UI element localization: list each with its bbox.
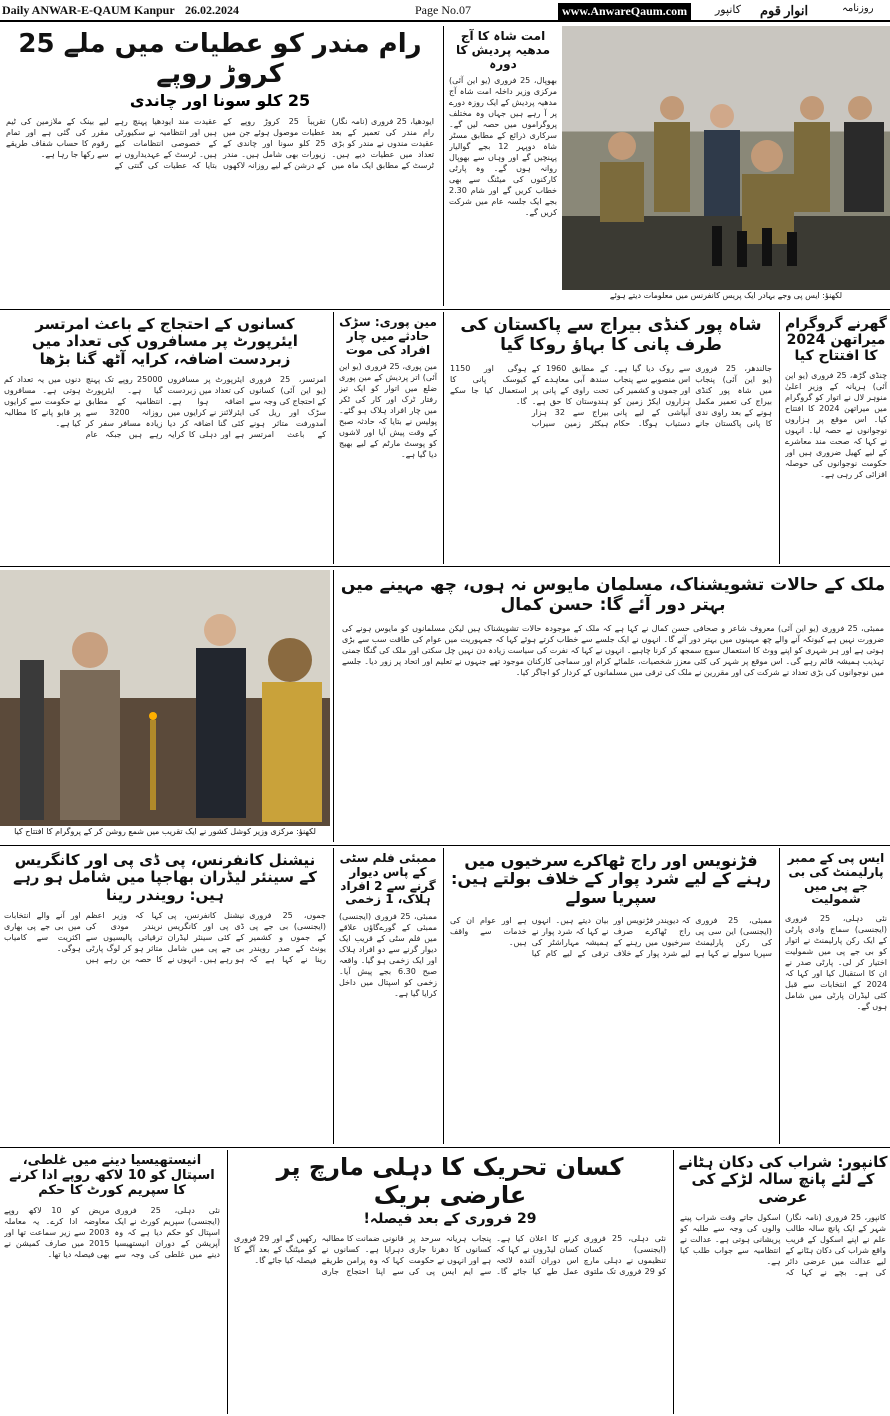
story-body: جالندھر، 25 فروری (یو این آئی) پنجاب میں شاہ پور کنڈی بیراج کی تعمیر مکمل ہونے کے بعد راوی ندی کا پانی پاکستان جانے سے روک دیا گیا ہے۔ اس منصوبے سے پنجاب اور جموں و کشمیر کی ہزاروں ایکڑ زمین کو آبپاشی کے لیے پانی دستیاب ہوگا۔ حکام کے مطابق 1960 کے سندھ آبی معاہدے کے تحت راوی کے پانی پر ہندوستان کا حق ہے۔ بیراج سے 32 ہزار ہیکٹر زمین سیراب ہوگی اور 1150 کیوسک پانی کا استعمال کیا جا سکے گا۔ — [450, 364, 772, 429]
row-rule — [0, 566, 890, 567]
headline: شاہ پور کنڈی بیراج سے پاکستان کی طرف پانی کا بہاؤ روکا گیا — [460, 315, 762, 355]
column-rule — [227, 1150, 228, 1414]
masthead-city: کانپور — [715, 4, 741, 16]
story-body: مین پوری، 25 فروری (یو این آئی) اتر پردیش کے مین پوری ضلع میں اتوار کو ایک تیز رفتار ٹرک اور کار کی ٹکر میں چار افراد ہلاک ہو گئے۔ پولیس نے بتایا کہ حادثہ صبح کے وقت پیش آیا اور لاشوں کو پوسٹ مارٹم کے لیے بھیج دیا گیا ہے۔ — [339, 362, 437, 460]
row-rule — [0, 1147, 890, 1148]
top-photo-block — [562, 26, 890, 306]
issue-date: 26.02.2024 — [185, 3, 239, 17]
column-rule — [333, 570, 334, 842]
headline: امت شاہ کا آج مدھیہ پردیش کا دورہ — [455, 29, 551, 71]
story-body: ایودھیا، 25 فروری (نامہ نگار) رام مندر کی تعمیر کے بعد عقیدت مندوں نے مندر کو بڑی تعداد میں عطیات دیے ہیں۔ ٹرسٹ کے مطابق ایک ماہ میں تقریباً 25 کروڑ روپے کے عطیات موصول ہوئے جن میں 25 کلو سونا اور چاندی کے زیورات بھی شامل ہیں۔ مندر کے درشن کے لیے روزانہ لاکھوں عقیدت مند ایودھیا پہنچ رہے ہیں اور انتظامیہ نے سکیورٹی کے خصوصی انتظامات کیے ہیں۔ ٹرسٹ کے عہدیداروں نے بتایا کہ عطیات کی گنتی کے لیے بینک کے ملازمین کی ٹیم مقرر کی گئی ہے اور تمام رقوم کا حساب شفاف طریقے سے رکھا جا رہا ہے۔ — [6, 117, 434, 171]
headline: کسان تحریک کا دہلی مارچ پر عارضی بریک — [276, 1153, 624, 1209]
story-film-city-wall — [336, 848, 440, 1144]
story-gurugram-marathon — [782, 312, 890, 564]
story-hassan-kamal — [336, 570, 890, 842]
headline: ممبئی فلم سٹی کے پاس دیوار گرنے سے 2 افراد ہلاک، 1 زخمی — [339, 851, 437, 907]
photo-caption: لکھنؤ: مرکزی وزیر کوشل کشور نے ایک تقریب میں شمع روشن کر کے پروگرام کا افتتاح کیا — [0, 827, 330, 841]
masthead-daily: روزنامہ — [842, 3, 874, 14]
press-conference-photo — [562, 26, 890, 290]
middle-photo-block — [0, 570, 330, 842]
story-body: امرتسر، 25 فروری (یو این آئی) کسانوں کے احتجاج کی وجہ سے سڑک اور ریل کی آمدورفت متاثر ہونے کے باعث امرتسر ایئرپورٹ پر مسافروں کی تعداد میں زبردست اضافہ ہوا ہے۔ ایئرلائنز نے کرایوں میں کئی گنا اضافہ کر دیا ہے اور دہلی کا کرایہ 25000 روپے تک پہنچ گیا ہے۔ ایئرپورٹ انتظامیہ کے مطابق روزانہ 3200 سے زیادہ مسافر سفر کر رہے ہیں جبکہ عام دنوں میں یہ تعداد کم ہوتی ہے۔ مسافروں نے حکومت سے کرایوں پر قابو پانے کا مطالبہ کیا ہے۔ — [4, 374, 326, 439]
headline: فڑنویس اور راج ٹھاکرے سرخیوں میں رہنے کے لیے شرد پوار کے خلاف بولتے ہیں: سپریا سولے — [451, 851, 771, 907]
story-amritsar-airport — [0, 312, 330, 564]
story-amit-shah — [446, 26, 560, 306]
story-body: کانپور، 25 فروری (نامہ نگار) شہر کے ایک پانچ سالہ طالب علم نے اپنے اسکول کے قریب واقع شراب کی دکان ہٹانے کے لیے عدالت میں عرضی دائر کی ہے۔ بچے نے کہا کہ اسکول جاتے وقت شراب پینے والوں کی وجہ سے طلبہ کو پریشانی ہوتی ہے۔ عدالت نے انتظامیہ سے جواب طلب کیا ہے۔ — [680, 1212, 886, 1277]
story-body: نئی دہلی، 25 فروری (ایجنسی) کسان تنظیموں نے دہلی مارچ کو 29 فروری تک ملتوی کرنے کا اعلان کیا ہے۔ کسان لیڈروں نے کہا کہ اس دوران آئندہ لائحہ عمل طے کیا جائے گا۔ پنجاب ہریانہ سرحد پر کسانوں کا دھرنا جاری ہے اور انہوں نے حکومت سے ایم ایس پی کی قانونی ضمانت کا مطالبہ دہرایا ہے۔ کسانوں نے کہا کہ وہ پرامن طریقے سے اپنا احتجاج جاری رکھیں گے اور 29 فروری کو میٹنگ کے بعد آگے کا فیصلہ کیا جائے گا۔ — [234, 1234, 666, 1277]
column-rule — [779, 312, 780, 564]
story-body: ممبئی، 25 فروری (یو این آئی) معروف شاعر و صحافی حسن کمال نے کہا ہے کہ ملک کے موجودہ حالات تشویشناک ہیں لیکن مسلمانوں کو مایوس ہونے کی ضرورت نہیں ہے کیونکہ آنے والے چھ مہینوں میں بہتر دور آئے گا۔ انہوں نے ایک جلسے سے خطاب کرتے ہوئے کہا کہ جمہوریت میں عوام کی طاقت سب سے بڑی ہوتی ہے اور ہر شہری کو اپنے ووٹ کا استعمال سوچ سمجھ کر کرنا چاہیے۔ انہوں نے کہا کہ نفرت کی سیاست زیادہ دن نہیں چل سکتی اور ملک کی گنگا جمنی تہذیب ہمیشہ قائم رہے گی۔ اس موقع پر شہر کی کئی معزز شخصیات، علمائے کرام اور سماجی کارکنان موجود تھے جنہوں نے تعلیم اور اتحاد پر زور دیا۔ جلسے میں نوجوانوں کی بڑی تعداد نے شرکت کی اور مقررین نے ملک کی ترقی میں مسلمانوں کے کردار کو اجاگر کیا۔ — [342, 624, 884, 678]
headline: کانپور: شراب کی دکان ہٹانے کے لئے پانچ سالہ لڑکے کی عرضی — [678, 1153, 888, 1206]
headline: کسانوں کے احتجاج کے باعث امرتسر ایئرپورٹ پر مسافروں کی تعداد میں زبردست اضافہ، کرایہ آٹھ گنا بڑھا — [32, 315, 298, 368]
subheadline: 25 کلو سونا اور چاندی — [129, 90, 311, 110]
column-rule — [779, 848, 780, 1144]
story-ram-mandir — [0, 26, 440, 306]
page-number: Page No.07 — [415, 3, 471, 17]
story-anesthesia — [0, 1150, 224, 1414]
photo-caption: لکھنؤ: ایس پی وجے بہادر ایک پریس کانفرنس میں معلومات دیتے ہوئے — [562, 291, 890, 305]
website-link[interactable]: www.AnwareQaum.com — [558, 3, 691, 20]
column-rule — [673, 1150, 674, 1414]
lamp-lighting-photo — [0, 570, 330, 826]
story-body: چنڈی گڑھ، 25 فروری (یو این آئی) ہریانہ کے وزیر اعلیٰ منوہر لال نے اتوار کو گروگرام میں میراتھن 2024 کا افتتاح کیا۔ اس موقع پر ہزاروں نوجوانوں نے حصہ لیا۔ انہوں نے کہا کہ صحت مند معاشرے کے لیے کھیل ضروری ہیں اور حکومت نوجوانوں کی حوصلہ افزائی کر رہی ہے۔ — [785, 371, 887, 480]
story-sp-mp-joins-bjp — [782, 848, 890, 1144]
story-body: نئی دہلی، 25 فروری (ایجنسی) سپریم کورٹ نے ایک اسپتال کو حکم دیا ہے کہ وہ آپریشن کے دوران انیستھیسیا دینے میں غلطی کی وجہ سے مریض کو 10 لاکھ روپے معاوضہ ادا کرے۔ یہ معاملہ 2003 سے زیر سماعت تھا اور 2015 میں صارف کمیشن نے بھی فیصلہ دیا تھا۔ — [4, 1205, 220, 1259]
page-header — [0, 0, 890, 22]
column-rule — [443, 26, 444, 306]
story-supriya-sule — [446, 848, 776, 1144]
column-rule — [443, 848, 444, 1144]
story-body: نئی دہلی، 25 فروری (ایجنسی) سماج وادی پارٹی کے ایک رکن پارلیمنٹ نے اتوار کو بی جے پی میں شمولیت اختیار کر لی۔ پارٹی صدر نے ان کا استقبال کیا اور کہا کہ 2024 کے انتخابات سے قبل کئی لیڈران پارٹی میں شامل ہوں گے۔ — [785, 914, 887, 1012]
story-farmers-march — [230, 1150, 670, 1414]
story-mainpuri — [336, 312, 440, 564]
column-rule — [443, 312, 444, 564]
headline: نیشنل کانفرنس، پی ڈی پی اور کانگریس کے سینئر لیڈران بھاجپا میں شامل ہو رہے ہیں: رویندر رینا — [13, 851, 317, 904]
subheadline: 29 فروری کے بعد فیصلہ! — [363, 1211, 537, 1228]
story-body: جموں، 25 فروری (ایجنسی) بی جے پی کے جموں و کشمیر یونٹ کے صدر رویندر رینا نے کہا ہے کہ نیشنل کانفرنس، پی ڈی پی اور کانگریس کے کئی سینئر لیڈران بی جے پی میں شامل ہو رہے ہیں۔ انہوں نے کہا کہ وزیر اعظم نریندر مودی کی ترقیاتی پالیسیوں سے متاثر ہو کر لوگ پارٹی کا حصہ بن رہے ہیں اور آنے والے انتخابات میں بی جے پی بھاری اکثریت سے کامیاب ہوگی۔ — [4, 910, 326, 964]
row-rule — [0, 845, 890, 846]
masthead: انوار قوم — [760, 3, 809, 18]
photo-illustration — [562, 26, 890, 290]
column-rule — [333, 312, 334, 564]
row-rule — [0, 309, 890, 310]
story-body: ممبئی، 25 فروری (ایجنسی) این سی پی کی رکن پارلیمنٹ سپریا سولے نے کہا ہے کہ دیویندر فڑنویس اور راج ٹھاکرے صرف سرخیوں میں رہنے کے لیے شرد پوار کے خلاف بیان دیتے ہیں۔ انہوں نے کہا کہ شرد پوار نے ہمیشہ مہاراشٹر کی ترقی کے لیے کام کیا ہے اور عوام ان کی خدمات سے واقف ہیں۔ — [450, 916, 772, 959]
column-rule — [333, 848, 334, 1144]
headline: گھرنے گروگرام میراتھن 2024 کا افتتاح کیا — [785, 316, 887, 365]
headline: رام مندر کو عطیات میں ملے 25 کروڑ روپے — [18, 29, 422, 89]
headline: مین پوری: سڑک حادثے میں چار افراد کی موت — [339, 315, 437, 357]
story-body: بھوپال، 25 فروری (یو این آئی) مرکزی وزیر داخلہ امت شاہ آج مدھیہ پردیش کے ایک روزہ دورے پر آ رہے ہیں جہاں وہ مختلف پروگراموں میں حصہ لیں گے۔ سرکاری ذرائع کے مطابق مسٹر شاہ دوپہر 12 بجے گوالیار پہنچیں گے اور وہاں سے بھوپال روانہ ہوں گے۔ وہ پارٹی کارکنوں کی میٹنگ سے بھی خطاب کریں گے اور شام 2.30 بجے ایک جلسہ عام میں شرکت کریں گے۔ — [449, 76, 557, 218]
story-kanpur-liquor-shop — [676, 1150, 890, 1414]
photo-illustration — [0, 570, 330, 826]
headline: ملک کے حالات تشویشناک، مسلمان مایوس نہ ہوں، چھ مہینے میں بہتر دور آئے گا: حسن کمال — [340, 575, 886, 615]
story-shahpur-kandi — [446, 312, 776, 564]
story-national-conference — [0, 848, 330, 1144]
headline: ایس پی کے ممبر پارلیمنٹ کی بی جے پی میں شمولیت — [787, 851, 885, 907]
story-body: ممبئی، 25 فروری (ایجنسی) ممبئی کے گورےگاؤں علاقے میں فلم سٹی کے قریب ایک دیوار گرنے سے دو افراد ہلاک اور ایک زخمی ہو گیا۔ واقعہ صبح 6.30 بجے پیش آیا۔ زخمی کو اسپتال میں داخل کرایا گیا ہے۔ — [339, 912, 437, 999]
paper-name: Daily ANWAR-E-QAUM Kanpur — [2, 3, 175, 17]
headline: انیستھیسیا دینے میں غلطی، اسپتال کو 10 لاکھ روپے ادا کرنے کا سپریم کورٹ کا حکم — [9, 1153, 215, 1198]
